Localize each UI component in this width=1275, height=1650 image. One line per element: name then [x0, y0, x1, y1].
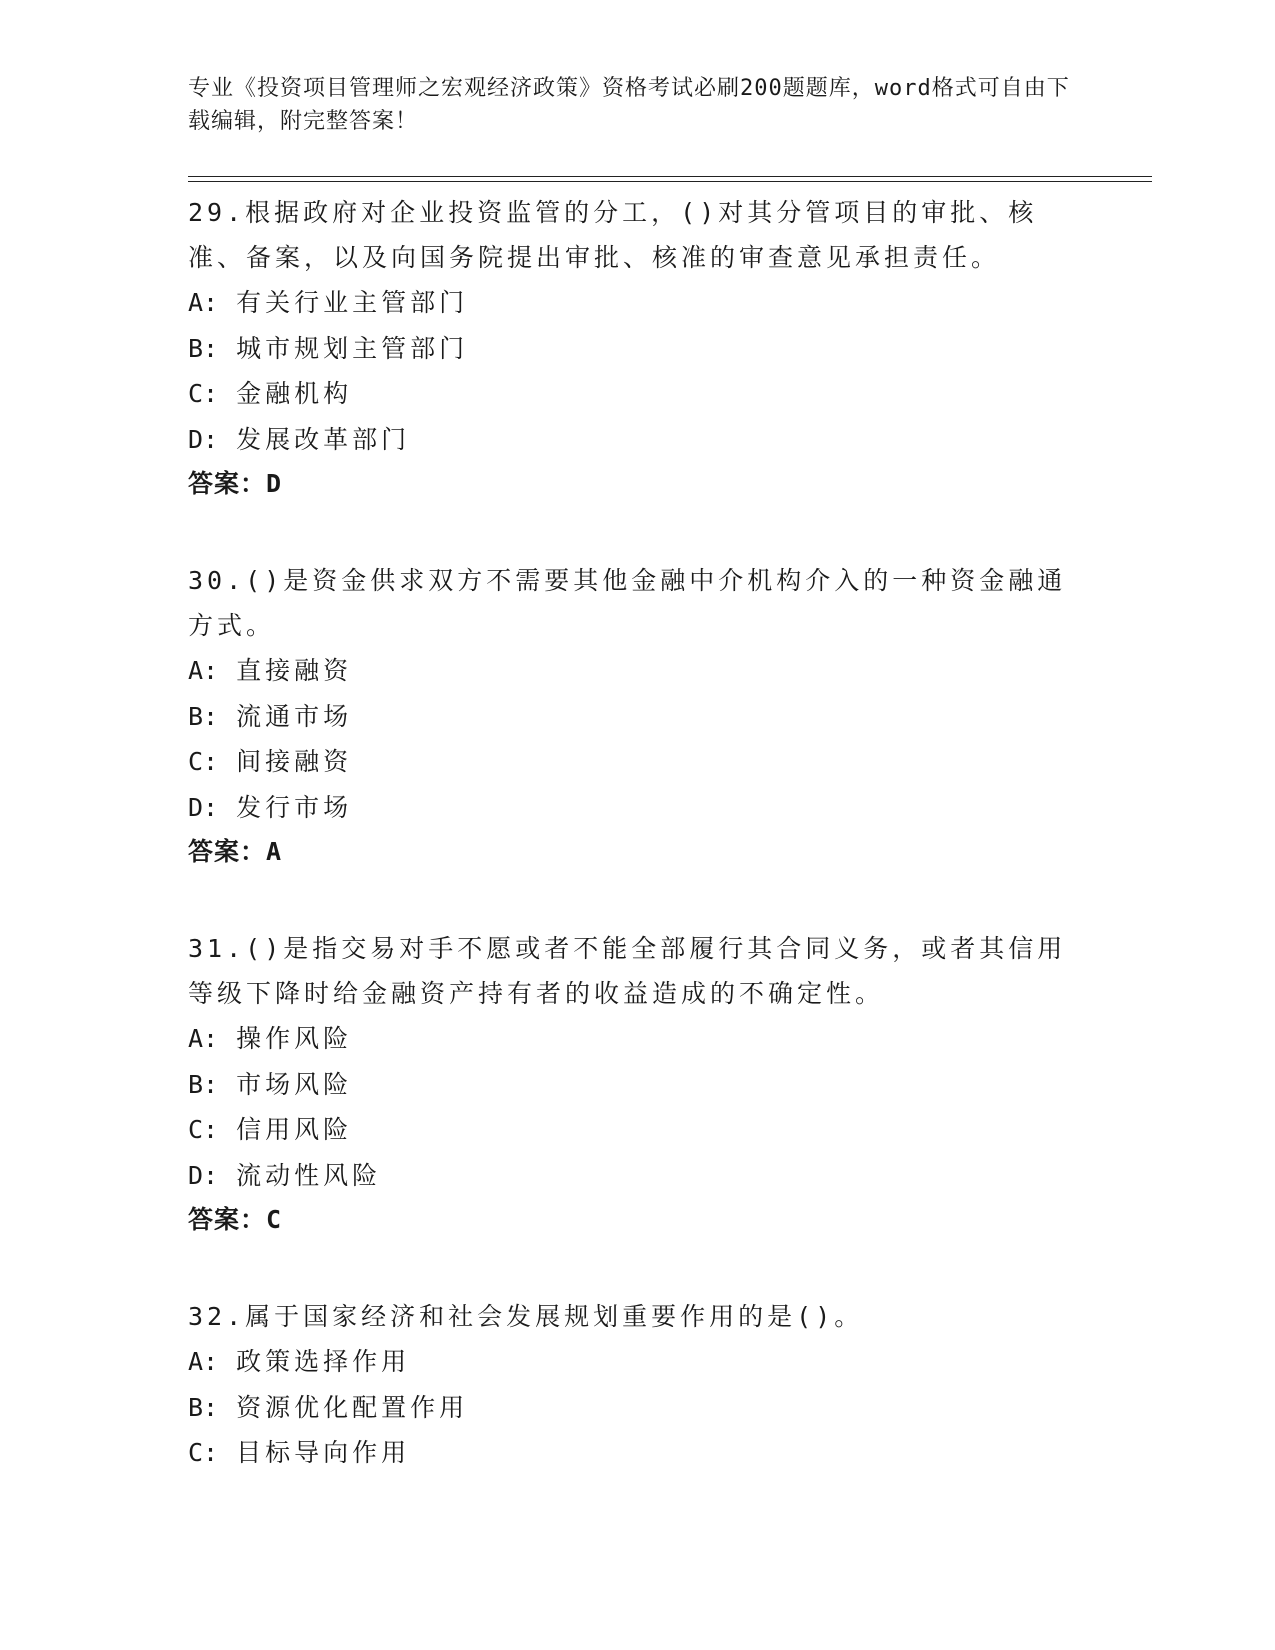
answer-value: A [266, 837, 283, 866]
option-text: 有关行业主管部门 [236, 288, 469, 317]
option-key: D: [188, 424, 219, 454]
option-key: D: [188, 792, 219, 822]
option-key: C: [188, 379, 219, 408]
question-stem: 29.根据政府对企业投资监管的分工，()对其分管项目的审批、核准、备案，以及向国务院提出审批、核准的审查意见承担责任。 [188, 198, 1038, 272]
option-b [188, 1385, 1088, 1431]
question-stem: 30.()是资金供求双方不需要其他金融中介机构介入的一种资金融通方式。 [188, 566, 1067, 640]
option-b [188, 326, 1088, 372]
header-divider-bottom [188, 181, 1152, 182]
option-c [188, 371, 1088, 417]
option-d [188, 1153, 1088, 1199]
option-text: 流通市场 [236, 701, 353, 731]
answer-label: 答案： [188, 469, 267, 498]
question-31 [188, 926, 1088, 1242]
option-key: C: [188, 1115, 219, 1144]
option-c [188, 739, 1088, 785]
option-key: C: [188, 1438, 219, 1467]
option-key: B: [188, 1069, 219, 1099]
question-29 [188, 190, 1088, 506]
answer-label: 答案： [188, 837, 267, 866]
option-a [188, 1016, 1088, 1062]
option-key: B: [188, 1392, 219, 1422]
question-list [188, 190, 1088, 1528]
option-text: 金融机构 [236, 379, 353, 408]
option-key: D: [188, 1160, 219, 1190]
option-a [188, 280, 1088, 326]
answer-line [188, 830, 1088, 874]
option-key: C: [188, 747, 219, 776]
question-32 [188, 1294, 1088, 1476]
option-text: 流动性风险 [236, 1160, 382, 1190]
option-text: 城市规划主管部门 [236, 333, 469, 363]
option-d [188, 785, 1088, 831]
option-text: 市场风险 [236, 1069, 353, 1099]
option-text: 资源优化配置作用 [236, 1392, 469, 1422]
question-stem: 31.()是指交易对手不愿或者不能全部履行其合同义务，或者其信用等级下降时给金融资产持有者的收益造成的不确定性。 [188, 934, 1067, 1008]
option-key: A: [188, 1347, 219, 1376]
answer-value: C [266, 1205, 283, 1234]
option-key: A: [188, 1024, 219, 1053]
header-divider-top [188, 176, 1152, 177]
option-key: B: [188, 701, 219, 731]
option-text: 政策选择作用 [236, 1347, 411, 1376]
option-text: 发展改革部门 [236, 424, 411, 454]
option-a [188, 1339, 1088, 1385]
answer-value: D [266, 469, 283, 498]
option-text: 直接融资 [236, 656, 353, 685]
option-b [188, 694, 1088, 740]
answer-line [188, 1198, 1088, 1242]
option-c [188, 1107, 1088, 1153]
question-stem: 32.属于国家经济和社会发展规划重要作用的是()。 [188, 1302, 864, 1331]
option-a [188, 648, 1088, 694]
option-key: A: [188, 656, 219, 685]
option-key: B: [188, 333, 219, 363]
option-text: 间接融资 [236, 747, 353, 776]
option-c [188, 1430, 1088, 1476]
option-b [188, 1062, 1088, 1108]
option-d [188, 417, 1088, 463]
option-text: 发行市场 [236, 792, 353, 822]
option-text: 操作风险 [236, 1024, 353, 1053]
answer-label: 答案： [188, 1205, 267, 1234]
option-key: A: [188, 288, 219, 317]
answer-line [188, 462, 1088, 506]
document-header: 专业《投资项目管理师之宏观经济政策》资格考试必刷200题题库，word格式可自由下载编辑，附完整答案！ [188, 76, 1070, 134]
option-text: 信用风险 [236, 1115, 353, 1144]
option-text: 目标导向作用 [236, 1438, 411, 1467]
question-30 [188, 558, 1088, 874]
